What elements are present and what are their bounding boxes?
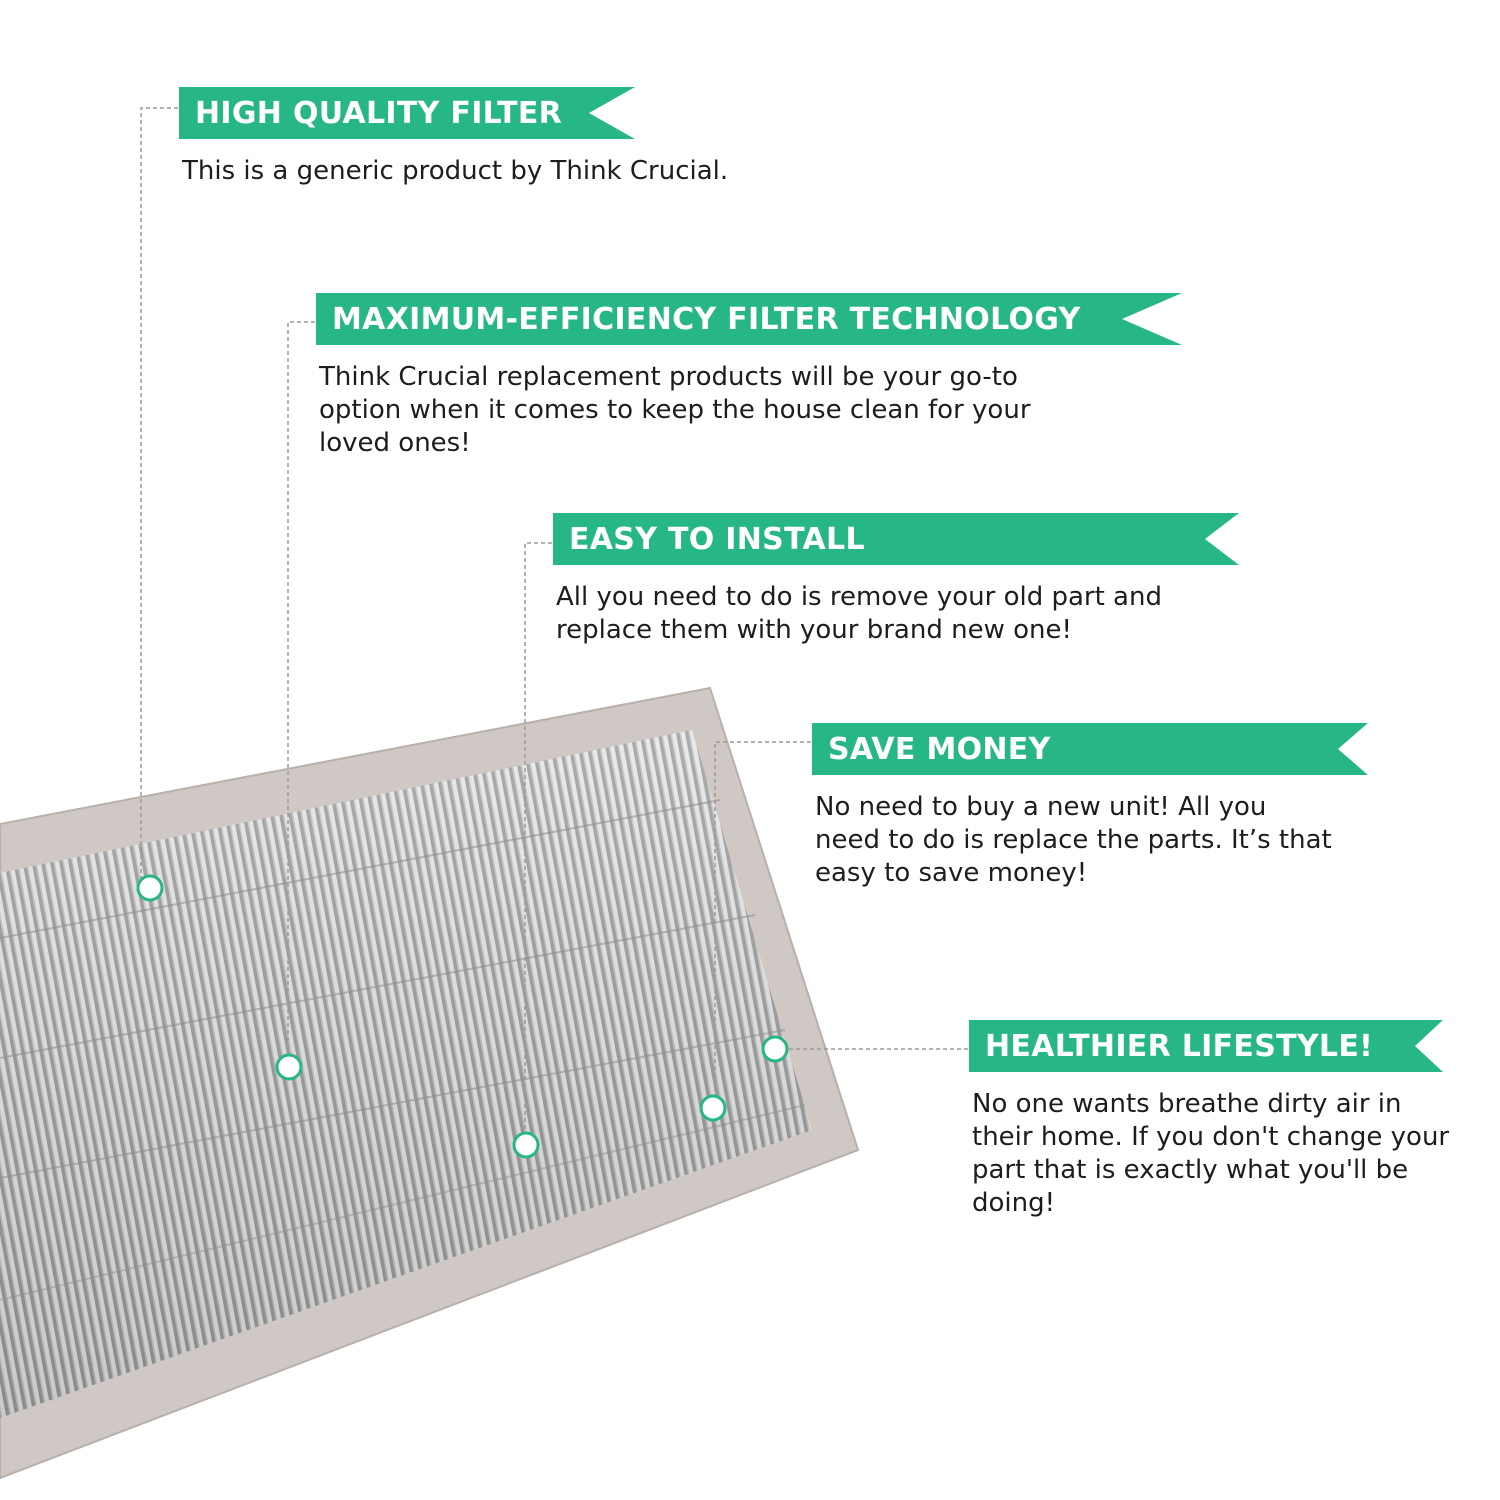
feature-banner — [179, 87, 728, 139]
feature-banner — [553, 513, 1162, 565]
feature-description-line: No need to buy a new unit! All you — [815, 792, 1267, 822]
feature-description-line: their home. If you don't change your — [972, 1122, 1450, 1152]
feature-description-line: part that is exactly what you'll be — [972, 1155, 1409, 1185]
feature-description — [319, 361, 1081, 460]
feature-description-line: loved ones! — [319, 428, 471, 458]
feature-maximum-efficiency — [316, 293, 1081, 460]
feature-banner — [812, 723, 1332, 775]
hepa-filter-panel-image — [0, 688, 858, 1478]
feature-title: HIGH QUALITY FILTER — [195, 95, 563, 131]
feature-description-line: doing! — [972, 1188, 1056, 1218]
feature-description — [182, 155, 728, 188]
feature-save-money — [812, 723, 1332, 890]
callout-marker — [277, 1055, 301, 1079]
callout-marker — [763, 1037, 787, 1061]
feature-description-line: Think Crucial replacement products will be your go-to — [319, 362, 1018, 392]
feature-banner — [316, 293, 1081, 345]
feature-title: EASY TO INSTALL — [569, 521, 865, 557]
feature-description-line: All you need to do is remove your old part and — [556, 582, 1162, 612]
feature-description-line: This is a generic product by Think Crucial. — [182, 156, 729, 186]
feature-description-line: replace them with your brand new one! — [556, 615, 1072, 645]
callout-marker — [701, 1096, 725, 1120]
feature-description — [815, 791, 1332, 890]
callout-marker — [138, 876, 162, 900]
feature-healthier-lifestyle — [969, 1020, 1449, 1220]
feature-title: MAXIMUM-EFFICIENCY FILTER TECHNOLOGY — [332, 301, 1081, 337]
feature-easy-to-install — [553, 513, 1162, 647]
feature-banner — [969, 1020, 1449, 1072]
feature-title: HEALTHIER LIFESTYLE! — [985, 1028, 1374, 1064]
feature-description-line: option when it comes to keep the house clean for your — [319, 395, 1031, 425]
feature-description-line: No one wants breathe dirty air in — [972, 1089, 1402, 1119]
feature-description-line: need to do is replace the parts. It’s that — [815, 825, 1332, 855]
feature-description-line: easy to save money! — [815, 858, 1088, 888]
leader-line — [141, 108, 178, 888]
feature-high-quality-filter — [179, 87, 728, 188]
callout-marker — [514, 1133, 538, 1157]
feature-title: SAVE MONEY — [828, 731, 1051, 767]
feature-description — [972, 1088, 1449, 1220]
feature-description — [556, 581, 1162, 647]
